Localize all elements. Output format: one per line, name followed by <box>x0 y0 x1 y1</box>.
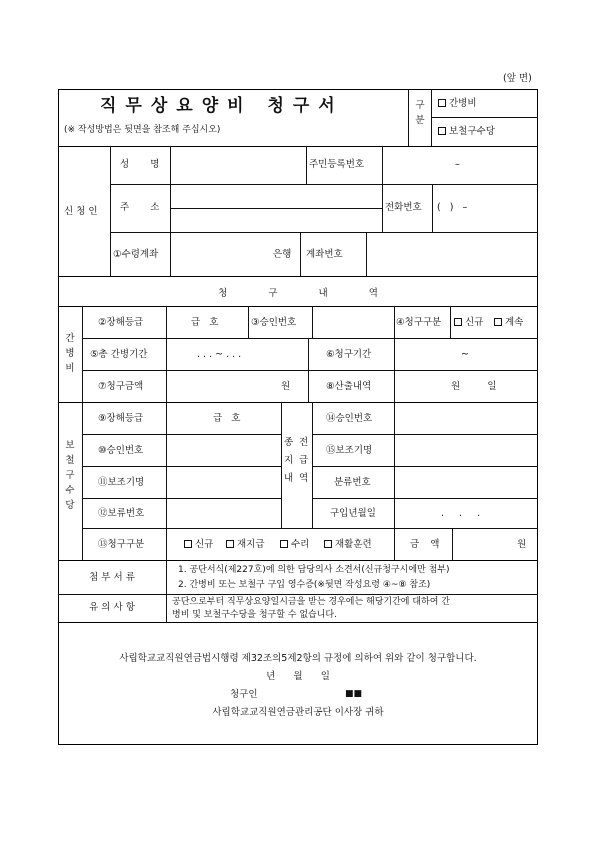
prosthetic-approval-field[interactable] <box>167 435 280 465</box>
prosthetic-class-field[interactable] <box>167 499 280 527</box>
prosthetic-class-label: ⑫보류번호 <box>98 508 145 519</box>
prosthetic-claim-type-label: ⑬청구구분 <box>98 539 145 550</box>
attachment-item: 1. 공단서식(제227호)에 의한 담당의사 소견서(신규청구시에만 첨부) <box>178 565 450 575</box>
prosthetic-claim-rehab[interactable]: 재활훈련 <box>324 540 372 550</box>
checkbox-icon[interactable] <box>438 99 446 107</box>
purchase-format: . . . <box>441 508 481 519</box>
bank-field[interactable] <box>171 233 299 275</box>
caregiving-amount-label: ⑦청구금액 <box>98 381 144 392</box>
caregiving-grade-label: ②장해등급 <box>98 317 144 328</box>
caregiving-calc-label: ⑧산출내역 <box>326 381 372 392</box>
prosthetic-claim-reissue[interactable]: 재지급 <box>226 540 265 550</box>
prosthetic-claim-repair[interactable]: 수리 <box>280 540 309 550</box>
purchase-date-label: 구입년월일 <box>330 508 376 519</box>
notes-label: 유 의 사 항 <box>89 602 135 613</box>
grade-format: 급 호 <box>191 317 219 328</box>
caregiving-grade-field[interactable] <box>167 307 247 337</box>
attachment-item: 2. 간병비 또는 보철구 구입 영수증(※뒷면 작성요령 ④~⑧ 참조) <box>178 580 431 590</box>
prior-class-label: 분류번호 <box>334 477 371 488</box>
claimant-signature-field[interactable] <box>270 686 342 702</box>
address-field[interactable] <box>171 185 381 231</box>
prosthetic-amount-field[interactable] <box>453 529 537 559</box>
seal-mark: ■■ <box>345 689 363 699</box>
caregiving-section-label: 간 병 비 <box>65 333 75 374</box>
prosthetic-grade-field[interactable] <box>167 403 280 433</box>
purchase-date-field[interactable] <box>395 499 537 527</box>
phone-format: ( ) – <box>437 202 468 213</box>
prosthetic-device-field[interactable] <box>167 467 280 497</box>
caregiving-claim-new[interactable]: 신규 <box>454 318 483 328</box>
phone-field[interactable] <box>433 185 537 231</box>
claimant-label: 청구인 <box>230 689 258 700</box>
grade-format: 급 호 <box>213 413 241 424</box>
category-option-prosthetic[interactable]: 보철구수당 <box>438 127 495 137</box>
account-number-field[interactable] <box>367 233 537 275</box>
caregiving-total-period-field[interactable] <box>167 339 307 369</box>
note-line: 공단으로부터 직무상요양일시금을 받는 경우에는 해당기간에 대하여 간 <box>172 597 450 607</box>
prosthetic-amount-label: 금 액 <box>410 539 440 550</box>
caregiving-approval-label: ③승인번호 <box>251 317 297 328</box>
name-field[interactable] <box>171 147 305 183</box>
declaration-date: 년 월 일 <box>266 671 330 682</box>
caregiving-claim-continue[interactable]: 계속 <box>494 318 523 328</box>
checkbox-icon[interactable] <box>280 540 288 548</box>
period-format: . . . ~ . . . <box>197 349 242 360</box>
rrn-dash: – <box>455 159 460 170</box>
prosthetic-grade-label: ⑨장해등급 <box>98 413 144 424</box>
account-label: ①수령계좌 <box>113 249 159 260</box>
caregiving-claim-period-label: ⑥청구기간 <box>326 349 372 360</box>
claim-period-format: ~ <box>461 349 469 360</box>
account-number-label: 계좌번호 <box>306 249 343 260</box>
caregiving-claim-period-field[interactable] <box>395 339 537 369</box>
rrn-label: 주민등록번호 <box>309 159 365 170</box>
applicant-section-label: 신청인 <box>64 206 101 217</box>
checkbox-icon[interactable] <box>184 540 192 548</box>
prior-approval-field[interactable] <box>395 403 537 433</box>
caregiving-calc-field[interactable] <box>395 371 537 401</box>
checkbox-icon[interactable] <box>454 318 462 326</box>
calc-format: 원 일 <box>451 381 497 392</box>
page-marker: (앞 면) <box>503 73 532 84</box>
category-label: 구 분 <box>415 100 425 126</box>
prior-device-label: ⑮보조기명 <box>326 445 373 456</box>
bank-suffix: 은행 <box>273 249 292 260</box>
attachments-label: 첨 부 서 류 <box>89 572 135 583</box>
checkbox-icon[interactable] <box>494 318 502 326</box>
phone-label: 전화번호 <box>385 202 422 213</box>
prior-device-field[interactable] <box>395 435 537 465</box>
caregiving-amount-field[interactable] <box>167 371 307 401</box>
prosthetic-section-label: 보 철 구 수 당 <box>65 440 75 511</box>
note-line: 병비 및 보철구수당을 청구할 수 없습니다. <box>172 610 337 620</box>
subtitle: (※ 작성방법은 뒷면을 참조해 주십시오) <box>64 125 221 135</box>
won-unit: 원 <box>281 381 291 392</box>
details-header: 청 구 내 역 <box>218 288 378 299</box>
checkbox-icon[interactable] <box>438 127 446 135</box>
caregiving-approval-field[interactable] <box>313 307 393 337</box>
declaration-statement: 사립학교교직원연금법시행령 제32조의5제2항의 규정에 의하여 위와 같이 청구합니다. <box>119 653 477 664</box>
checkbox-icon[interactable] <box>226 540 234 548</box>
prosthetic-claim-new[interactable]: 신규 <box>184 540 213 550</box>
prosthetic-device-label: ⑪보조기명 <box>98 477 145 488</box>
page-title: 직무상요양비 청구서 <box>100 96 344 116</box>
prosthetic-approval-label: ⑩승인번호 <box>98 445 144 456</box>
checkbox-icon[interactable] <box>324 540 332 548</box>
name-label: 성 명 <box>120 159 160 170</box>
caregiving-total-period-label: ⑤총 간병기간 <box>90 349 148 360</box>
addressee: 사립학교교직원연금관리공단 이사장 귀하 <box>212 707 384 718</box>
prior-class-field[interactable] <box>395 467 537 497</box>
address-label: 주 소 <box>120 202 160 213</box>
rrn-field[interactable] <box>383 147 537 183</box>
prior-payment-label: 종 전 지 급 내 역 <box>284 437 309 484</box>
prior-approval-label: ⑭승인번호 <box>326 413 373 424</box>
won-unit: 원 <box>517 539 527 550</box>
category-option-caregiving[interactable]: 간병비 <box>438 99 477 109</box>
caregiving-claim-type-label: ④청구구분 <box>396 317 442 328</box>
